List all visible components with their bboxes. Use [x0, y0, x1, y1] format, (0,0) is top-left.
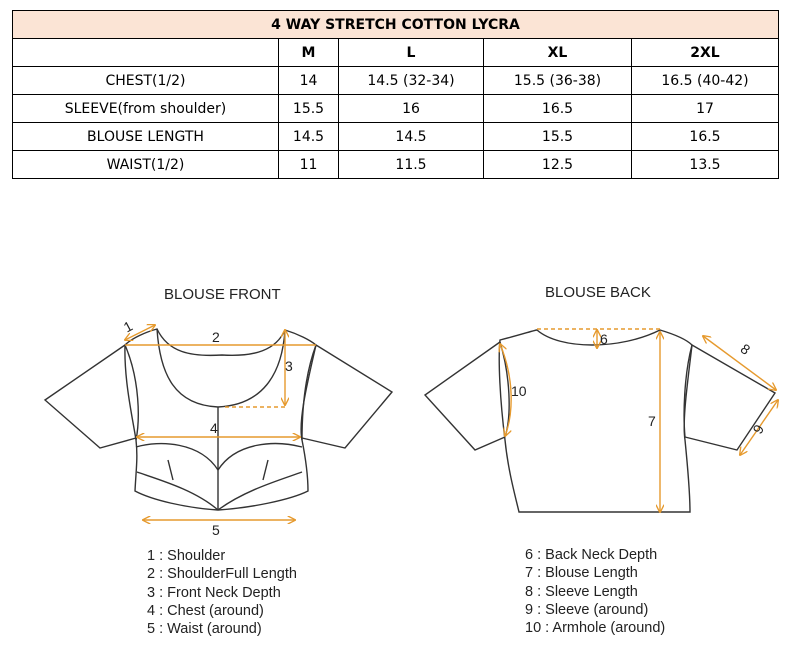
legend-item: 5 : Waist (around)	[147, 621, 262, 638]
table-cell: 14.5	[339, 123, 484, 151]
marker-6: 6	[600, 331, 608, 347]
front-waist-band	[137, 472, 302, 510]
front-legend	[147, 547, 297, 638]
marker-1: 1	[120, 317, 136, 336]
blouse-back-title: BLOUSE BACK	[545, 284, 651, 301]
back-measure-lines	[500, 329, 778, 512]
legend-item: 10 : Armhole (around)	[525, 620, 666, 637]
table-cell: 12.5	[484, 151, 632, 179]
table-cell: 11.5	[339, 151, 484, 179]
front-bust-curves	[136, 444, 302, 470]
front-armhole-right	[302, 345, 316, 440]
front-armhole-left	[125, 345, 138, 440]
legend-item: 8 : Sleeve Length	[525, 583, 638, 600]
table-cell: 16	[339, 95, 484, 123]
table-cell: 16.5	[632, 123, 779, 151]
blouse-back-drawing	[425, 330, 775, 512]
blouse-front-drawing	[45, 329, 392, 510]
marker-10: 10	[511, 383, 527, 399]
legend-item: 4 : Chest (around)	[147, 602, 264, 619]
front-neck-curve	[157, 329, 285, 407]
row-label: WAIST(1/2)	[13, 151, 279, 179]
table-cell: 16.5	[484, 95, 632, 123]
marker-8: 8	[737, 340, 754, 358]
measure-armhole	[500, 344, 511, 436]
marker-4: 4	[210, 420, 218, 436]
row-label: BLOUSE LENGTH	[13, 123, 279, 151]
legend-item: 7 : Blouse Length	[525, 565, 638, 582]
table-cell: 16.5 (40-42)	[632, 67, 779, 95]
column-header-l: L	[339, 39, 484, 67]
front-bodice-outline	[125, 329, 316, 510]
table-cell: 17	[632, 95, 779, 123]
legend-item: 1 : Shoulder	[147, 548, 226, 564]
table-cell: 13.5	[632, 151, 779, 179]
back-legend	[525, 546, 665, 637]
front-right-sleeve	[302, 345, 392, 448]
front-left-sleeve	[45, 345, 136, 448]
front-measure-markers	[121, 318, 293, 538]
marker-5: 5	[212, 522, 220, 538]
table-cell: 15.5	[484, 123, 632, 151]
back-bodice-outline	[499, 330, 692, 512]
front-measure-lines	[125, 325, 316, 520]
marker-3: 3	[285, 358, 293, 374]
marker-7: 7	[648, 413, 656, 429]
blouse-front-title: BLOUSE FRONT	[164, 286, 281, 303]
row-label: SLEEVE(from shoulder)	[13, 95, 279, 123]
legend-item: 3 : Front Neck Depth	[147, 584, 281, 601]
back-measure-markers	[511, 331, 767, 436]
legend-item: 2 : ShoulderFull Length	[147, 566, 297, 583]
table-cell: 15.5	[279, 95, 339, 123]
table-cell: 14	[279, 67, 339, 95]
row-label: CHEST(1/2)	[13, 67, 279, 95]
table-cell: 11	[279, 151, 339, 179]
marker-9: 9	[749, 421, 768, 437]
legend-item: 9 : Sleeve (around)	[525, 601, 649, 618]
marker-2: 2	[212, 329, 220, 345]
column-header-xl: XL	[484, 39, 632, 67]
table-cell: 14.5 (32-34)	[339, 67, 484, 95]
table-title: 4 WAY STRETCH COTTON LYCRA	[13, 11, 779, 39]
back-left-sleeve	[425, 342, 505, 450]
measure-sleeve-length	[703, 336, 776, 390]
column-header-m: M	[279, 39, 339, 67]
column-header-2xl: 2XL	[632, 39, 779, 67]
table-cell: 15.5 (36-38)	[484, 67, 632, 95]
legend-item: 6 : Back Neck Depth	[525, 547, 658, 563]
table-cell: 14.5	[279, 123, 339, 151]
